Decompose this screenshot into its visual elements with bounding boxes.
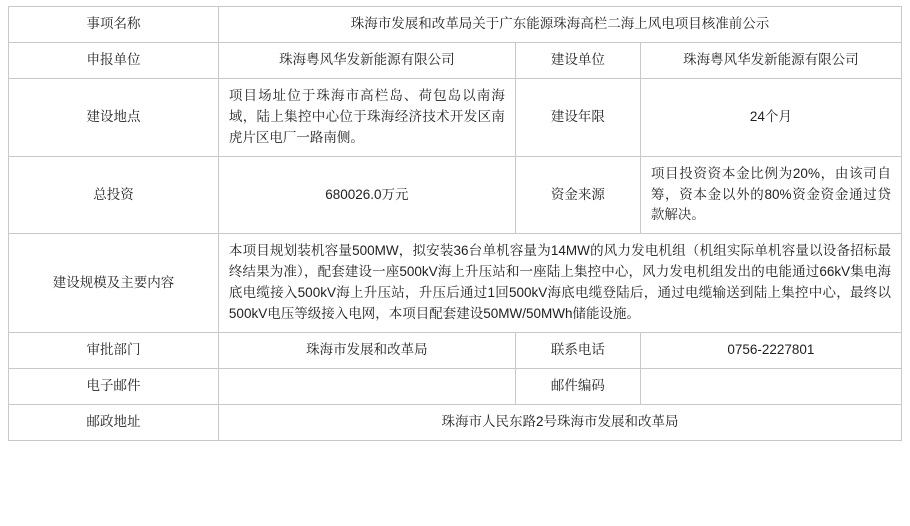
table-row-applicant: [9, 42, 902, 78]
value-constructor: 珠海粤风华发新能源有限公司: [640, 42, 901, 78]
value-postal-address: 珠海市人民东路2号珠海市发展和改革局: [218, 404, 901, 440]
label-total-investment: 总投资: [9, 156, 219, 234]
project-info-table: [8, 6, 902, 441]
value-postal-code: [640, 368, 901, 404]
label-contact-phone: 联系电话: [515, 333, 640, 369]
value-email: [218, 368, 515, 404]
label-constructor: 建设单位: [515, 42, 640, 78]
table-row-location: [9, 78, 902, 156]
value-contact-phone: 0756-2227801: [640, 333, 901, 369]
value-funding-source: 项目投资资本金比例为20%，由该司自筹，资本金以外的80%资金资金通过贷款解决。: [640, 156, 901, 234]
value-item-name: 珠海市发展和改革局关于广东能源珠海高栏二海上风电项目核准前公示: [218, 7, 901, 43]
label-postal-code: 邮件编码: [515, 368, 640, 404]
value-approval-dept: 珠海市发展和改革局: [218, 333, 515, 369]
label-applicant: 申报单位: [9, 42, 219, 78]
value-location: 项目场址位于珠海市高栏岛、荷包岛以南海域，陆上集控中心位于珠海经济技术开发区南虎片区电厂一路南侧。: [218, 78, 515, 156]
label-approval-dept: 审批部门: [9, 333, 219, 369]
label-postal-address: 邮政地址: [9, 404, 219, 440]
table-row-postal-address: [9, 404, 902, 440]
label-email: 电子邮件: [9, 368, 219, 404]
label-location: 建设地点: [9, 78, 219, 156]
label-scale: 建设规模及主要内容: [9, 234, 219, 333]
table-row-approval-dept: [9, 333, 902, 369]
label-duration: 建设年限: [515, 78, 640, 156]
table-row-scale: [9, 234, 902, 333]
value-duration: 24个月: [640, 78, 901, 156]
label-item-name: 事项名称: [9, 7, 219, 43]
value-total-investment: 680026.0万元: [218, 156, 515, 234]
label-funding-source: 资金来源: [515, 156, 640, 234]
table-row-email: [9, 368, 902, 404]
value-applicant: 珠海粤风华发新能源有限公司: [218, 42, 515, 78]
value-scale: 本项目规划装机容量500MW，拟安装36台单机容量为14MW的风力发电机组（机组实际单机容量以设备招标最终结果为准），配套建设一座500kV海上升压站和一座陆上集控中心，风力发电机组发出的电能通过66kV集电海底电缆接入500kV海上升压站，升压后通过1回500kV海底电缆登陆后，通过电缆输送到陆上集控中心，最终以500kV电压等级接入电网，本项目配套建设50MW/50MWh储能设施。: [218, 234, 901, 333]
table-row-investment: [9, 156, 902, 234]
table-row-item-name: [9, 7, 902, 43]
